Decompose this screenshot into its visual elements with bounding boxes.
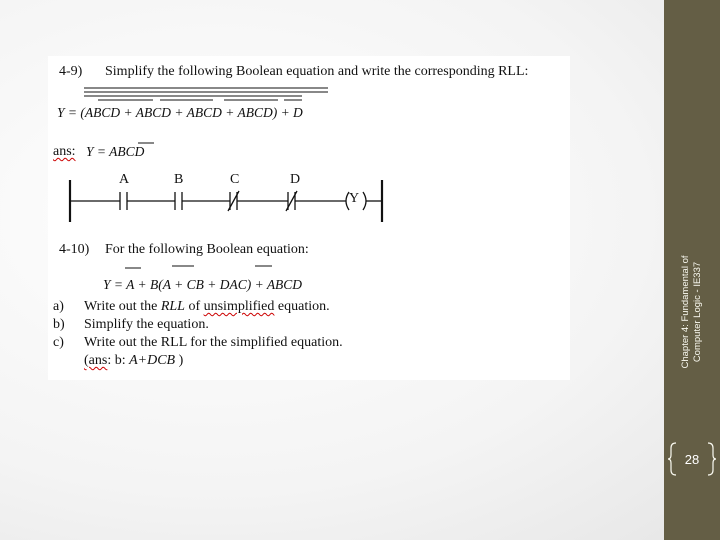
page-number-badge <box>667 440 717 478</box>
problem-text-4-9: Simplify the following Boolean equation and write the corresponding RLL: <box>105 64 529 79</box>
item-label-b: b) <box>53 317 65 332</box>
item-text-c: Write out the RLL for the simplified equation. <box>84 335 343 350</box>
equation-4-9: Y = (ABCD + ABCD + ABCD + ABCD) + D <box>57 105 303 120</box>
contact-c-label: C <box>230 172 240 187</box>
item-text-a: Write out the RLL of unsimplified equation. <box>84 299 330 314</box>
item-label-c: c) <box>53 335 64 350</box>
problem-text-4-10: For the following Boolean equation: <box>105 242 309 257</box>
contact-a-label: A <box>119 172 130 187</box>
contact-b-label: B <box>174 172 184 187</box>
problem-number-4-9: 4-9) <box>59 64 83 79</box>
answer-label-4-9: ans: <box>53 144 76 159</box>
answer-4-9: Y = ABCD <box>86 144 145 159</box>
chapter-title-line-2: Computer Logic - IE337 <box>692 261 703 363</box>
problem-page <box>48 56 570 380</box>
answer-4-10: (ans: b: A+DCB ) <box>84 353 184 368</box>
ladder-diagram <box>66 168 386 226</box>
item-text-b: Simplify the equation. <box>84 317 209 332</box>
chapter-title <box>676 244 708 380</box>
equation-4-10: Y = A + B(A + CB + DAC) + ABCD <box>103 277 303 292</box>
coil-y-label: Y <box>349 191 360 206</box>
contact-d-label: D <box>290 172 301 187</box>
item-label-a: a) <box>53 299 64 314</box>
problem-number-4-10: 4-10) <box>59 242 90 257</box>
page-number: 28 <box>684 451 700 467</box>
chapter-title-line-1: Chapter 4: Fundamental of <box>680 255 691 369</box>
